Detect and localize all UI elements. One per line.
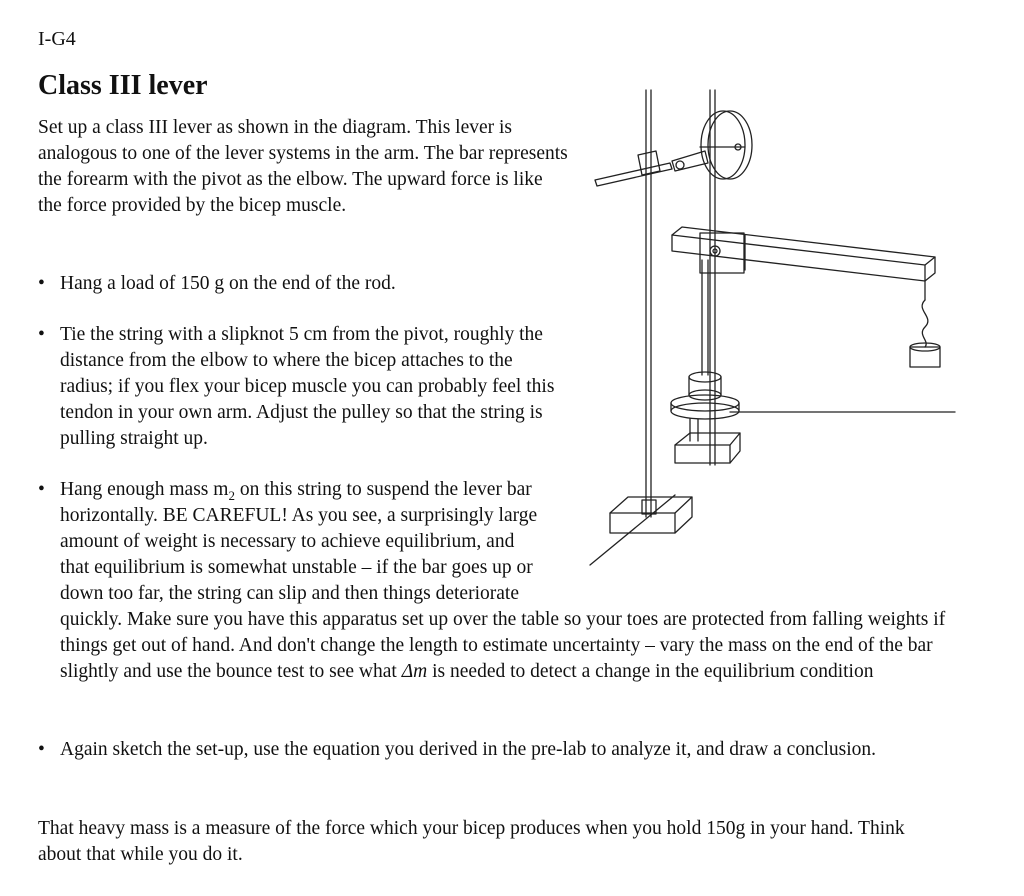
list-item-text: Hang a load of 150 g on the end of the rod. — [60, 273, 396, 294]
intro-paragraph: Set up a class III lever as shown in the diagram. This lever is analogous to one of the lever systems in the arm. The bar represents the forearm with the pivot as the elbow. The upward force is like the force provided by the bicep muscle. — [38, 117, 568, 216]
list-item-text: Tie the string with a slipknot 5 cm from the pivot, roughly the distance from the elbow to where the bicep attaches to the radius; if you flex your bicep muscle you can probably feel this tendon in your own arm. Adjust the pulley so that the string is pulling straight up. — [60, 324, 555, 449]
table-edge-line — [590, 495, 675, 565]
stand-rod — [646, 90, 651, 517]
bullet-marker: • — [38, 479, 45, 500]
delta-m-symbol: Δm — [401, 661, 428, 682]
list-item-text: Again sketch the set-up, use the equation you derived in the pre-lab to analyze it, and draw a conclusion. — [60, 739, 877, 760]
bullet-marker: • — [38, 324, 45, 345]
document-code: I-G4 — [38, 28, 76, 50]
lever-bar — [672, 227, 935, 281]
pulley-rod — [710, 90, 715, 465]
page-title: Class III lever — [38, 70, 208, 101]
hanging-load — [910, 281, 940, 367]
list-item-text: Hang enough mass $m_2$ on this string to suspend the lever bar horizontally. BE CAREFUL! As you see, a surprisingly large amount of weight is necessary to achieve equilibrium, and that equilibrium is somewhat unstable – if the bar goes up or down too far, the string can slip and then things deteriorate quickly. Make sure you have this apparatus set up over the table so your toes are protected from falling weights if things get out of hand. And don't change the length to estimate uncertainty – vary the mass on the end of the bar slightly and use the bounce test to see what Δm is needed to detect a change in the equilibrium condition — [60, 477, 955, 685]
bullet-marker: • — [38, 739, 45, 760]
subscript: 2 — [228, 487, 235, 503]
lever-apparatus-diagram — [580, 85, 960, 575]
pulley-base — [675, 433, 740, 463]
bullet-marker: • — [38, 273, 45, 294]
closing-paragraph: That heavy mass is a measure of the force which your bicep produces when you hold 150g in your hand. Think about that while you do it. — [38, 818, 905, 865]
mass-stack — [671, 372, 739, 441]
pulley — [700, 111, 752, 179]
